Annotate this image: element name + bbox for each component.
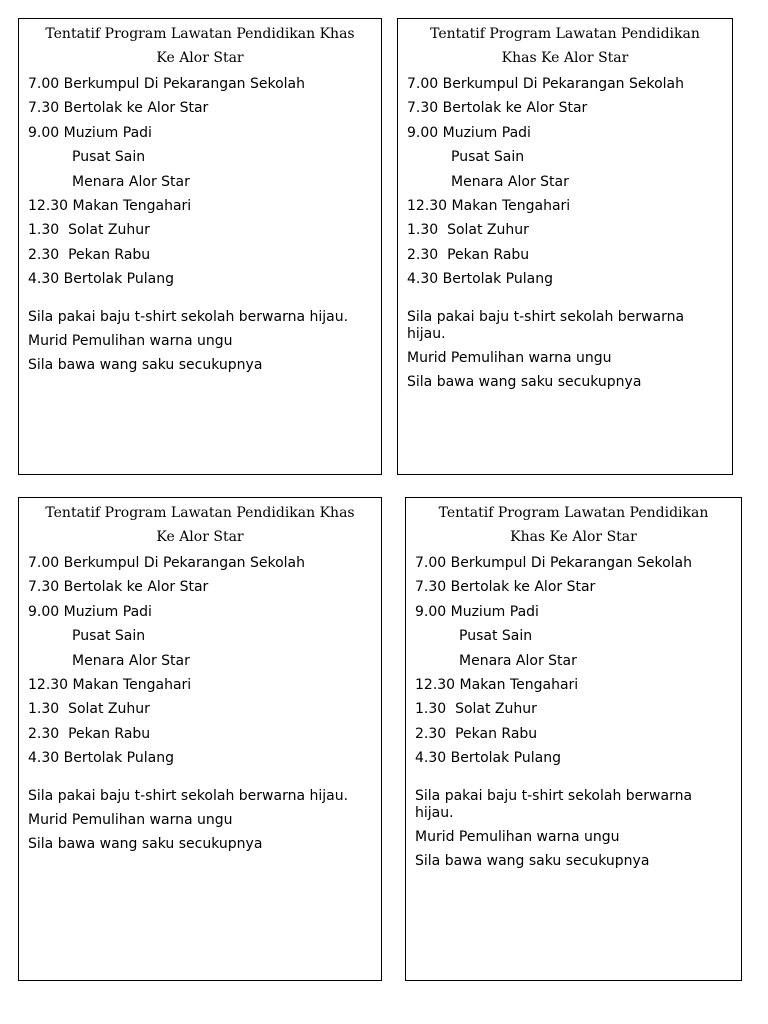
note-uniform: Sila pakai baju t-shirt sekolah berwarna hijau. — [28, 309, 349, 326]
schedule-item: 12.30 Makan Tengahari — [28, 197, 192, 214]
schedule-item: 2.30 Pekan Rabu — [407, 246, 530, 263]
schedule-item: 1.30 Solat Zuhur — [407, 222, 529, 239]
schedule-item: 9.00 Muzium Padi — [415, 603, 539, 620]
schedule-card-3 — [18, 497, 382, 981]
schedule-item: 7.30 Bertolak ke Alor Star — [415, 579, 596, 596]
schedule-item: 9.00 Muzium Padi — [28, 603, 152, 620]
note-remedial: Murid Pemulihan warna ungu — [28, 333, 233, 350]
notes — [406, 788, 741, 870]
schedule-item: 12.30 Makan Tengahari — [28, 676, 192, 693]
schedule-item: 12.30 Makan Tengahari — [407, 197, 571, 214]
schedule-item: 7.00 Berkumpul Di Pekarangan Sekolah — [28, 555, 306, 571]
title-line-2: Khas Ke Alor Star — [501, 50, 629, 66]
title-line-2: Ke Alor Star — [156, 50, 244, 66]
card-title — [414, 501, 733, 549]
schedule-item: Menara Alor Star — [72, 173, 190, 190]
schedule-item: 9.00 Muzium Padi — [28, 124, 152, 141]
note-money: Sila bawa wang saku secukupnya — [28, 836, 263, 853]
note-money: Sila bawa wang saku secukupnya — [407, 374, 642, 391]
schedule-item: 2.30 Pekan Rabu — [28, 246, 151, 263]
schedule-card-1 — [18, 18, 382, 475]
title-line-1: Tentatif Program Lawatan Pendidikan — [438, 505, 709, 521]
schedule-item: 12.30 Makan Tengahari — [415, 676, 579, 693]
schedule-item: 9.00 Muzium Padi — [407, 124, 531, 141]
schedule-item: 4.30 Bertolak Pulang — [407, 271, 553, 288]
schedule-item: Pusat Sain — [72, 628, 146, 645]
title-line-1: Tentatif Program Lawatan Pendidikan Khas — [45, 505, 355, 521]
title-line-1: Tentatif Program Lawatan Pendidikan — [430, 26, 700, 42]
schedule-item: Pusat Sain — [72, 149, 146, 166]
schedule-item: 7.30 Bertolak ke Alor Star — [28, 579, 209, 596]
schedule-item: 2.30 Pekan Rabu — [415, 725, 538, 742]
schedule-list — [19, 555, 381, 766]
note-remedial: Murid Pemulihan warna ungu — [28, 812, 233, 829]
schedule-item: 2.30 Pekan Rabu — [28, 725, 151, 742]
schedule-list — [406, 555, 741, 766]
card-title — [27, 501, 373, 549]
card-title — [27, 22, 373, 70]
note-remedial: Murid Pemulihan warna ungu — [415, 829, 620, 846]
schedule-item: Menara Alor Star — [451, 173, 569, 190]
schedule-item: 4.30 Bertolak Pulang — [415, 750, 561, 767]
note-remedial: Murid Pemulihan warna ungu — [407, 350, 612, 367]
notes — [19, 788, 381, 853]
schedule-list — [398, 76, 732, 287]
schedule-list — [19, 76, 381, 287]
schedule-item: 1.30 Solat Zuhur — [28, 222, 150, 239]
note-uniform: Sila pakai baju t-shirt sekolah berwarna hijau. — [415, 788, 693, 822]
title-line-1: Tentatif Program Lawatan Pendidikan Khas — [45, 26, 355, 42]
notes — [398, 309, 732, 391]
notes — [19, 309, 381, 374]
title-line-2: Ke Alor Star — [156, 529, 244, 545]
schedule-card-2 — [397, 18, 733, 475]
schedule-item: 1.30 Solat Zuhur — [28, 701, 150, 718]
schedule-card-4 — [405, 497, 742, 981]
note-money: Sila bawa wang saku secukupnya — [28, 357, 263, 374]
schedule-item: 1.30 Solat Zuhur — [415, 701, 537, 718]
title-line-2: Khas Ke Alor Star — [510, 529, 637, 545]
note-money: Sila bawa wang saku secukupnya — [415, 853, 650, 870]
schedule-item: Pusat Sain — [459, 628, 533, 645]
note-uniform: Sila pakai baju t-shirt sekolah berwarna hijau. — [407, 309, 685, 343]
schedule-item: 7.30 Bertolak ke Alor Star — [28, 100, 209, 117]
schedule-item: 4.30 Bertolak Pulang — [28, 750, 174, 767]
schedule-item: Pusat Sain — [451, 149, 525, 166]
schedule-item: 4.30 Bertolak Pulang — [28, 271, 174, 288]
schedule-item: 7.00 Berkumpul Di Pekarangan Sekolah — [407, 76, 685, 92]
schedule-item: Menara Alor Star — [459, 652, 577, 669]
schedule-item: Menara Alor Star — [72, 652, 190, 669]
schedule-item: 7.00 Berkumpul Di Pekarangan Sekolah — [28, 76, 306, 92]
schedule-item: 7.30 Bertolak ke Alor Star — [407, 100, 588, 117]
note-uniform: Sila pakai baju t-shirt sekolah berwarna hijau. — [28, 788, 349, 805]
schedule-item: 7.00 Berkumpul Di Pekarangan Sekolah — [415, 555, 693, 571]
card-title — [406, 22, 724, 70]
